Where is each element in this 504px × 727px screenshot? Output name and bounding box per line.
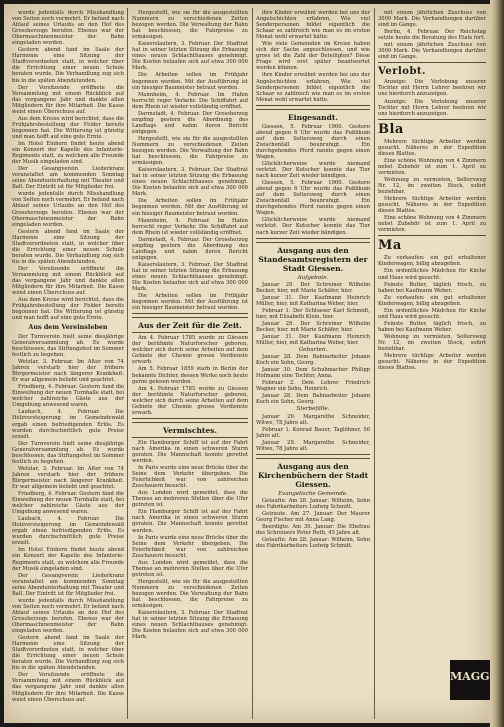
section-heading: Ausgang aus den Kirchenbüchern der Stadt Giessen. (257, 461, 369, 489)
paragraph: wurde jedenfalls durch Misshandlung von Seiten noch vermehrt. Er befand nach Ablauf seines Urlaubs an den Hof des Grossherzogs berufen. Ebenso war der Obermaschinenmeister der Bahn eingeladen worden. (12, 10, 124, 47)
column-rule (252, 8, 253, 719)
paragraph: Der Vorsitzende eröffnete die Versammlung mit einem Rückblick auf das vergangene Jahr und dankte allen Mitgliedern für ihre Mitarbeit. Die Kasse weist einen Überschuss auf. (12, 84, 124, 115)
paragraph: Zu verkaufen: ein gut erhaltener Kinderwagen, billig abzugeben. (378, 294, 486, 307)
newspaper-page (4, 4, 490, 723)
paragraph: Januar 29. Der Schreiner Wilhelm Becker, hier, mit Marie Schäfer, hier. (256, 281, 370, 294)
paragraph: Anzeige: Die Verlobung unserer Tochter mit Herrn Lehrer beehren wir uns hierdurch anzuzeigen. (378, 98, 486, 117)
paragraph: Januar 30. Dem Schuhmacher Philipp Hofmann eine Tochter, Anna. (256, 367, 370, 380)
paragraph: Eine schöne Wohnung von 4 Zimmern nebst Zubehör ist zum 1. April zu vermieten. (378, 157, 486, 176)
paragraph: Der Vorsitzende eröffnete die Versammlung mit einem Rückblick auf das vergangene Jahr und dankte allen Mitgliedern für ihre Mitarbeit. Die Kasse weist einen Überschuss auf. (12, 672, 124, 703)
paragraph: Beerdigte. Am 30. Januar: Die Ehefrau des Schreiners Peter Roth, 45 Jahre alt. (256, 524, 370, 537)
paragraph: Kaiserslautern, 3. Februar. Der Stadtrat hat in seiner letzten Sitzung die Erbauung eines neuen Schlachthauses genehmigt. Die Kosten belaufen sich auf etwa 300 000 Mark. (132, 261, 248, 293)
paragraph: wurde jedenfalls durch Misshandlung von Seiten noch vermehrt. Er befand nach Ablauf seines Urlaubs an den Hof des Grossherzogs berufen. Ebenso war der Obermaschinenmeister der Bahn eingeladen worden. (12, 597, 124, 635)
paragraph: Ein ordentliches Mädchen für Küche und Haus wird gesucht. (378, 268, 486, 281)
paragraph: Mannheim, 4. Februar. Im Hafen herrscht reger Verkehr. Die Schiffahrt auf dem Rhein ist wieder vollständig eröffnet. (132, 91, 248, 110)
paragraph: Aus London wird gemeldet, dass die Themse an mehreren Stellen über die Ufer getreten ist. (132, 559, 248, 578)
paragraph: Wetzlar, 3. Februar. Im Alter von 74 Jahren verstarb hier der frühere Bürgermeister nach längerer Krankheit. Er war allgemein beliebt und geachtet. (12, 465, 124, 490)
section-heading: Bla (378, 121, 404, 137)
paragraph: Der Vorsitzende eröffnete die Versammlung mit einem Rückblick auf das vergangene Jahr und dankte allen Mitgliedern für ihre Mitarbeit. Die Kasse weist einen Überschuss auf. (12, 265, 124, 297)
paragraph: Aus London wird gemeldet, dass die Themse an mehreren Stellen über die Ufer getreten ist. (132, 490, 248, 509)
paragraph: Ein Hamburger Schiff ist auf der Fahrt nach Amerika in einen schweren Sturm geraten. Die Mannschaft konnte gerettet werden. (132, 439, 248, 464)
section-divider (132, 313, 248, 318)
paragraph: Im Hotel Einhorn findet heute abend ein Konzert der Kapelle des Infanterie-Regiments statt, zu welchem alle Freunde der Musik eingeladen sind. (12, 547, 124, 572)
paragraph: In Paris wurde eine neue Brücke über die Seine dem Verkehr übergeben. Die Feierlichkeit war von zahlreichen Zuschauern besucht. (132, 534, 248, 559)
paragraph: Februar 1. Konrad Bauer, Taglöhner, 56 Jahre alt. (256, 426, 370, 439)
paragraph: Ein Hamburger Schiff ist auf der Fahrt nach Amerika in einen schweren Sturm geraten. Die Mannschaft konnte gerettet werden. (132, 509, 248, 534)
section-divider (256, 454, 370, 459)
paragraph: Am 5. Februar 1859 starb in Berlin der bekannte Dichter, dessen Werke noch heute gerne gelesen werden. (132, 366, 248, 385)
paragraph: mit einem jährlichen Zuschuss von 3000 Mark. Die Verhandlungen darüber sind im Gange. (378, 10, 486, 29)
paragraph: Der Turnverein hielt seine diesjährige Generalversammlung ab. Es wurde beschlossen, das Stiftungsfest im Sommer festlich zu begehen. (12, 333, 124, 358)
section-divider (132, 437, 248, 438)
paragraph: Getraute. Am 27. Januar: Der Maurer Georg Fischer mit Anna Lang. (256, 510, 370, 523)
paragraph: Eine schöne Wohnung von 4 Zimmern nebst Zubehör ist zum 1. April zu vermieten. (378, 215, 486, 234)
paragraph: Laubach, 4. Februar. Die Holzversteigerung im Gemeindewald ergab einen befriedigenden Erlös. Es wurden durchschnittlich gute Preise erzielt. (12, 409, 124, 440)
paragraph: mit einem jährlichen Zuschuss von 3000 Mark. Die Verhandlungen darüber sind im Gange. (378, 42, 486, 61)
paragraph: Mannheim, 4. Februar. Im Hafen herrscht reger Verkehr. Die Schiffahrt auf dem Rhein ist wieder vollständig eröffnet. (132, 217, 248, 236)
paragraph: ihre Kinder erwähnt werden bei uns der Angelschichten erfahren, Wie viel Senderpersonen bildet eigentlich die Schaar so zahlreich wie man es im ersten Monat wohl erwartet hätte. (256, 10, 370, 41)
section-divider (256, 238, 370, 243)
paragraph: Mehrere tüchtige Arbeiter werden gesucht. Näheres in der Expedition dieses Blattes. (378, 138, 486, 157)
paragraph: Hergestellt, wie sie für die ausgestellten Nummern zu verschiedenen Zeiten bezogen werden. Die Verwaltung der Bahn hat beschlossen, die Fahrpreise zu ermässigen. (132, 578, 248, 610)
section-heading: Verlobt. (378, 66, 427, 78)
section-divider (378, 62, 486, 63)
section-heading: Aus dem Vereinsleben (28, 323, 108, 332)
paragraph: Am 4. Februar 1785 wurde zu Giessen der berühmte Naturforscher geboren, welcher sich durch seine Arbeiten auf dem Gebiete der Chemie grosse Verdienste erwarb. (132, 385, 248, 416)
paragraph: Anzeige: Die Verlobung unserer Tochter mit Herrn Lehrer beehren wir uns hierdurch anzuzeigen. (378, 79, 486, 98)
paragraph: Gestern abend fand im Saale der Harmonie eine Sitzung der Stadtverordneten statt, in welcher über die Errichtung einer neuen Schule beraten wurde. Die Verhandlung zog sich bis in die späten Abendstunden. (12, 228, 124, 265)
paragraph: Der Gesangverein Liederkranz veranstaltet am kommenden Sonntag seine Abendunterhaltung mit Theater und Ball. Der Eintritt ist für Mitglieder frei. (12, 166, 124, 191)
section-divider (256, 105, 370, 110)
section-heading: Vermischtes. (163, 425, 217, 435)
paragraph: Feinste Butter, täglich frisch, zu haben bei Kaufmann Weber. (378, 320, 486, 333)
paragraph: Kaiserslautern, 3. Februar. Der Stadtrat hat in seiner letzten Sitzung die Erbauung eines neuen Schlachthauses genehmigt. Die Kosten belaufen sich auf etwa 300 000 Mark. (132, 167, 248, 198)
paragraph: Giessen, 5. Februar 1900. Gestern abend gegen 6 Uhr wurde das Publikum auf dem Seltersweg durch einen Zwischenfall beunruhigt. Ein durchgehendes Pferd rannte gegen einen Wagen. (256, 180, 370, 217)
paragraph: Laubach, 4. Februar. Die Holzversteigerung im Gemeindewald ergab einen befriedigenden Erlös. Es wurden durchschnittlich gute Preise erzielt. (12, 516, 124, 547)
section-divider (378, 119, 486, 120)
paragraph: Der Gesangverein Liederkranz veranstaltet am kommenden Sonntag seine Abendunterhaltung mit Theater und Ball. Der Eintritt ist für Mitglieder frei. (12, 572, 124, 597)
col1-paragraphs (12, 10, 124, 321)
paragraph: Mehrere tüchtige Arbeiter werden gesucht. Näheres in der Expedition dieses Blattes. (378, 353, 486, 372)
paragraph: ihre Kinder erwähnt werden bei uns der Angelschichten erfahren, Wie viel Senderpersonen bildet eigentlich die Schaar so zahlreich wie man es im ersten Monat wohl erwartet hätte. (256, 72, 370, 103)
paragraph: In Paris wurde eine neue Brücke über die Seine dem Verkehr übergeben. Die Feierlichkeit war von zahlreichen Zuschauern besucht. (132, 465, 248, 490)
paragraph: wurde jedenfalls durch Misshandlung von Seiten noch vermehrt. Er befand nach Ablauf seines Urlaubs an den Hof des Grossherzogs berufen. Ebenso war der Obermaschinenmeister der Bahn eingeladen worden. (12, 191, 124, 228)
paragraph: Im Hotel Einhorn findet heute abend ein Konzert der Kapelle des Infanterie-Regiments statt, zu welchem alle Freunde der Musik eingeladen sind. (12, 140, 124, 166)
paragraph: Januar 29. Der Schreiner Wilhelm Becker, hier, mit Marie Schäfer, hier. (256, 320, 370, 333)
paragraph: Friedberg, 4. Februar. Gestern fand die Einweihung der neuen Turnhalle statt, bei welcher zahlreiche Gäste aus der Umgebung anwesend waren. (12, 491, 124, 516)
column-2 (132, 10, 248, 717)
paragraph: Darmstadt, 4. Februar. Der Grossherzog empfing gestern die Abordnung des Landtags und nahm deren Bericht entgegen. (132, 236, 248, 261)
paragraph: Getaufte. Am 28. Januar: Wilhelm, Sohn des Fabrikarbeiters Ludwig Schmitt. (256, 497, 370, 510)
subheading: Sterbefälle. (296, 406, 330, 413)
subheading: Evangelische Gemeinde. (278, 490, 348, 497)
paragraph: Hergestellt, wie sie für die ausgestellten Nummern zu verschiedenen Zeiten bezogen werden. Die Verwaltung der Bahn hat beschlossen, die Fahrpreise zu ermässigen. (132, 10, 248, 41)
paragraph: Friedberg, 4. Februar. Gestern fand die Einweihung der neuen Turnhalle statt, bei welcher zahlreiche Gäste aus der Umgebung anwesend waren. (12, 384, 124, 409)
paragraph: Februar 2. Dem Lehrer Friedrich Wagner ein Sohn, Heinrich. (256, 380, 370, 393)
column-1 (12, 10, 124, 717)
section-heading: Ausgang aus den Standesamtsregistern der Stadt Giessen. (258, 245, 368, 273)
paragraph: Glücklicherweise wurde niemand verletzt. Der Kutscher konnte das Tier nach kurzer Zeit wieder bändigen. (256, 160, 370, 180)
paragraph: Getaufte. Am 28. Januar: Wilhelm, Sohn des Fabrikarbeiters Ludwig Schmitt. (256, 537, 370, 550)
column-4 (378, 10, 486, 717)
paragraph: Aus dem Kreise wird berichtet, dass die Frühjahrsbestellung der Felder bereits begonnen hat. Die Witterung ist günstig und man hofft auf eine gute Ernte. (12, 115, 124, 140)
subheading: Geburten. (298, 347, 328, 354)
paragraph: Januar 28. Dem Bahnarbeiter Johann Koch ein Sohn, Georg. (256, 393, 370, 406)
paragraph: Ein ordentliches Mädchen für Küche und Haus wird gesucht. (378, 307, 486, 320)
paragraph: Der Turnverein hielt seine diesjährige Generalversammlung ab. Es wurde beschlossen, das Stiftungsfest im Sommer festlich zu begehen. (12, 440, 124, 465)
paragraph: Gestern abend fand im Saale der Harmonie eine Sitzung der Stadtverordneten statt, in welcher über die Errichtung einer neuen Schule beraten wurde. Die Verhandlung zog sich bis in die späten Abendstunden. (12, 635, 124, 672)
paragraph: Darmstadt, 4. Februar. Der Grossherzog empfing gestern die Abordnung des Landtags und nahm deren Bericht entgegen. (132, 110, 248, 135)
paragraph: Januar 29. Margarethe Schneider, Witwe, 78 Jahre alt. (256, 439, 370, 452)
paragraph: Januar 31. Der Kaufmann Heinrich Müller, hier, mit Katharina Weber, hier. (256, 333, 370, 347)
column-rule (374, 8, 375, 719)
paragraph: Hergestellt, wie sie für die ausgestellten Nummern zu verschiedenen Zeiten bezogen werden. Die Verwaltung der Bahn hat beschlossen, die Fahrpreise zu ermässigen. (132, 135, 248, 167)
subheading: Aufgebote. (297, 274, 329, 281)
section-heading: Ma (378, 238, 402, 254)
section-heading: Aus der Zeit für die Zeit. (138, 321, 242, 331)
column-3 (256, 10, 370, 717)
paragraph: Wetzlar, 3. Februar. Im Alter von 74 Jahren verstarb hier der frühere Bürgermeister nach längerer Krankheit. Er war allgemein beliebt und geachtet. (12, 359, 124, 384)
paragraph: Kaiserslautern, 3. Februar. Der Stadtrat hat in seiner letzten Sitzung die Erbauung eines neuen Schlachthauses genehmigt. Die Kosten belaufen sich auf etwa 300 000 Mark. (132, 610, 248, 641)
paragraph: Februar 1. Der Schlosser Karl Schmidt, hier, mit Elisabeth Klein, hier. (256, 307, 370, 320)
advertisement-text: MAGG (450, 670, 490, 683)
section-heading: Eingesandt. (288, 112, 338, 122)
paragraph: Aus dem Kreise wird berichtet, dass die Frühjahrsbestellung der Felder bereits begonnen hat. Die Witterung ist günstig und man hofft auf eine gute Ernte. (12, 297, 124, 322)
column-rule (127, 8, 128, 719)
paragraph: Wie viele Gemeinden im Kreise haben sich der Sache angeschlossen, und wie gross ist die Zahl der Beteiligten? Diese Frage wird erst später beantwortet werden können. (256, 41, 370, 72)
paragraph: Januar 28. Dem Bahnarbeiter Johann Koch ein Sohn, Georg. (256, 354, 370, 367)
paragraph: Die Arbeiten sollen im Frühjahr begonnen werden. Mit der Ausführung ist ein hiesiger Baumeister betraut worden. (132, 293, 248, 312)
paragraph: Glücklicherweise wurde niemand verletzt. Der Kutscher konnte das Tier nach kurzer Zeit wieder bändigen. (256, 217, 370, 236)
page-edge (490, 0, 504, 727)
section-divider (132, 332, 248, 333)
paragraph: Januar 29. Margarethe Schneider, Witwe, 78 Jahre alt. (256, 413, 370, 426)
paragraph: Mehrere tüchtige Arbeiter werden gesucht. Näheres in der Expedition dieses Blattes. (378, 196, 486, 215)
paragraph: Berlin, 4. Februar. Der Reichstag setzte heute die Beratung des Etats fort. (378, 29, 486, 42)
paragraph: Wohnung zu vermieten, Seltersweg Nr. 12, im zweiten Stock, sofort beziehbar. (378, 333, 486, 353)
paragraph: Feinste Butter, täglich frisch, zu haben bei Kaufmann Weber. (378, 281, 486, 294)
section-divider (132, 418, 248, 423)
paragraph: Am 4. Februar 1785 wurde zu Giessen der berühmte Naturforscher geboren, welcher sich durch seine Arbeiten auf dem Gebiete der Chemie grosse Verdienste erwarb. (132, 335, 248, 366)
paragraph: Zu verkaufen: ein gut erhaltener Kinderwagen, billig abzugeben. (378, 255, 486, 268)
paragraph: Die Arbeiten sollen im Frühjahr begonnen werden. Mit der Ausführung ist ein hiesiger Baumeister betraut worden. (132, 72, 248, 91)
paragraph: Gestern abend fand im Saale der Harmonie eine Sitzung der Stadtverordneten statt, in welcher über die Errichtung einer neuen Schule beraten wurde. Die Verhandlung zog sich bis in die späten Abendstunden. (12, 47, 124, 84)
section-divider (378, 235, 486, 236)
paragraph: Kaiserslautern, 3. Februar. Der Stadtrat hat in seiner letzten Sitzung die Erbauung eines neuen Schlachthauses genehmigt. Die Kosten belaufen sich auf etwa 300 000 Mark. (132, 41, 248, 72)
paragraph: Giessen, 5. Februar 1900. Gestern abend gegen 6 Uhr wurde das Publikum auf dem Seltersweg durch einen Zwischenfall beunruhigt. Ein durchgehendes Pferd rannte gegen einen Wagen. (256, 123, 370, 160)
paragraph: Januar 31. Der Kaufmann Heinrich Müller, hier, mit Katharina Weber, hier. (256, 294, 370, 307)
paragraph: Die Arbeiten sollen im Frühjahr begonnen werden. Mit der Ausführung ist ein hiesiger Baumeister betraut worden. (132, 198, 248, 217)
paragraph: Wohnung zu vermieten, Seltersweg Nr. 12, im zweiten Stock, sofort beziehbar. (378, 176, 486, 196)
